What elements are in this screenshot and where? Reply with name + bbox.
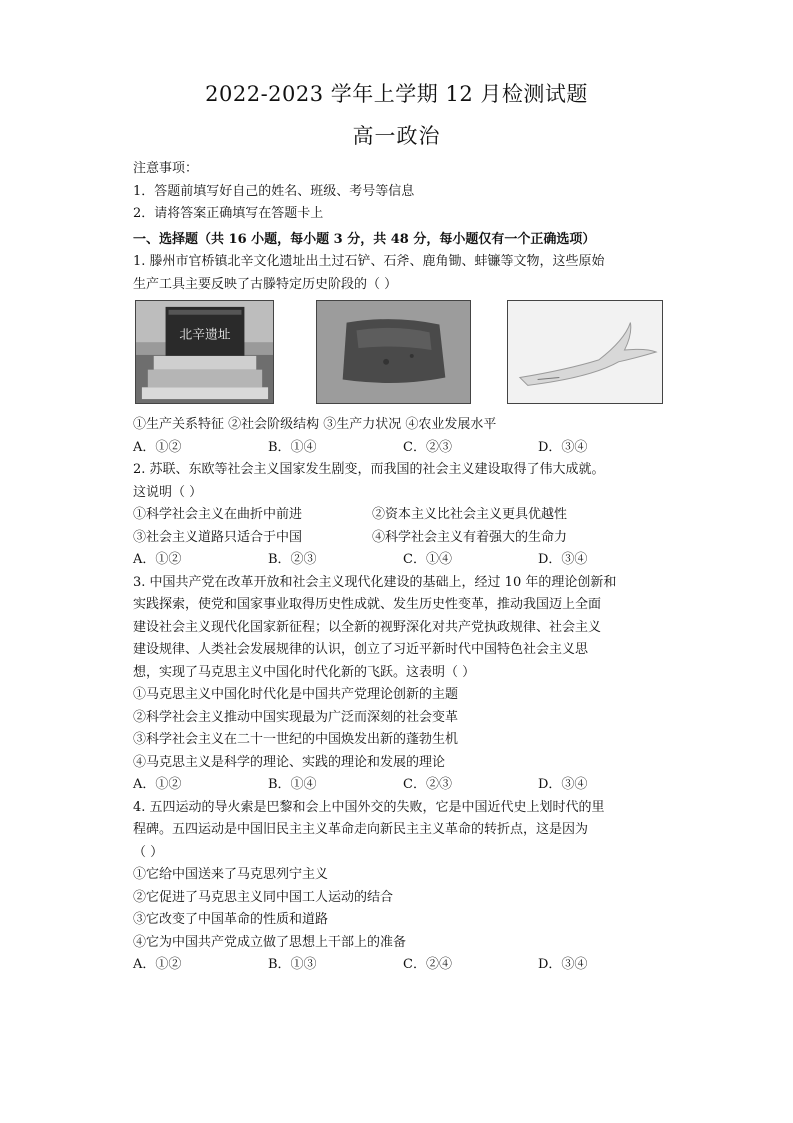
option-b: B．②③	[268, 552, 317, 567]
statement: ①马克思主义中国化时代化是中国共产党理论创新的主题	[133, 687, 459, 702]
question-stem-line: 这说明（ ）	[133, 484, 203, 500]
question-3	[133, 572, 673, 797]
question-stem-line: 4. 五四运动的导火索是巴黎和会上中国外交的失败，它是中国近代史上划时代的里	[133, 799, 605, 815]
statement: ①它给中国送来了马克思列宁主义	[133, 867, 329, 882]
question-2	[133, 459, 673, 572]
option-a: A．①②	[133, 552, 182, 567]
notes-heading: 注意事项：	[133, 161, 199, 176]
question-stem-line: 生产工具主要反映了古滕特定历史阶段的（ ）	[133, 276, 398, 292]
question-stem-line: 1. 滕州市官桥镇北辛文化遗址出土过石铲、石斧、鹿角锄、蚌镰等文物，这些原始	[133, 254, 605, 269]
question-4	[133, 797, 673, 977]
question-stem-line: 建设规律、人类社会发展规律的认识，创立了习近平新时代中国特色社会主义思	[133, 642, 589, 657]
statement: ②科学社会主义推动中国实现最为广泛而深刻的社会变革	[133, 709, 459, 725]
notes-item: 2．请将答案正确填写在答题卡上	[133, 206, 324, 221]
option-b: B．①③	[268, 957, 317, 972]
stele-inscription: 北辛遗址	[179, 327, 231, 343]
statement: ③社会主义道路只适合于中国	[133, 529, 303, 545]
option-c: C．①④	[403, 552, 452, 567]
question-stem-line: 3. 中国共产党在改革开放和社会主义现代化建设的基础上，经过 10 年的理论创新和	[133, 574, 617, 590]
question-options	[133, 954, 673, 977]
question-statement-row	[133, 504, 673, 527]
question-statement-row	[133, 527, 673, 550]
question-stem-line: （ ）	[133, 844, 164, 860]
option-d: D．③④	[538, 552, 588, 567]
option-a: A．①②	[133, 777, 182, 792]
option-d: D．③④	[538, 439, 588, 455]
statement: ③科学社会主义在二十一世纪的中国焕发出新的蓬勃生机	[133, 732, 459, 747]
question-stem-line: 2. 苏联、东欧等社会主义国家发生剧变，而我国的社会主义建设取得了伟大成就。	[133, 462, 605, 477]
exam-body	[133, 158, 673, 977]
option-a: A．①②	[133, 957, 182, 972]
option-d: D．③④	[538, 777, 588, 792]
antler-hoe-photo	[507, 300, 663, 404]
question-options	[133, 437, 673, 460]
statement: ④马克思主义是科学的理论、实践的理论和发展的理论	[133, 754, 446, 770]
notes-item: 1．答题前填写好自己的姓名、班级、考号等信息	[133, 183, 415, 199]
question-stem-line: 实践探索，使党和国家事业取得历史性成就、发生历史性变革，推动我国迈上全面	[133, 597, 602, 612]
statement: ③它改变了中国革命的性质和道路	[133, 912, 329, 927]
option-b: B．①④	[268, 777, 317, 792]
question-options	[133, 549, 673, 572]
exam-title: 2022-2023 学年上学期 12 月检测试题	[205, 82, 588, 106]
stone-tool-photo	[316, 300, 471, 404]
option-a: A．①②	[133, 439, 182, 455]
question-1	[133, 251, 673, 459]
option-c: C．②③	[403, 439, 452, 455]
statement: ①科学社会主义在曲折中前进	[133, 507, 303, 522]
statement: ④它为中国共产党成立做了思想上干部上的准备	[133, 934, 407, 950]
beixin-site-stele-photo	[135, 300, 274, 404]
question-1-images	[133, 300, 673, 412]
option-c: C．②③	[403, 777, 452, 792]
option-d: D．③④	[538, 957, 588, 972]
exam-subject: 高一政治	[352, 124, 441, 148]
statement: ②资本主义比社会主义更具优越性	[372, 507, 568, 522]
option-c: C．②④	[403, 957, 452, 972]
question-stem-line: 想，实现了马克思主义中国化时代化新的飞跃。这表明（ ）	[133, 664, 476, 680]
question-stem-line: 建设社会主义现代化国家新征程；以全新的视野深化对共产党执政规律、社会主义	[133, 619, 602, 635]
section-heading: 一、选择题（共 16 小题，每小题 3 分，共 48 分，每小题仅有一个正确选项）	[133, 231, 596, 247]
question-stem-line: 程碑。五四运动是中国旧民主主义革命走向新民主主义革命的转折点，这是因为	[133, 822, 589, 837]
statement: ②它促进了马克思主义同中国工人运动的结合	[133, 889, 394, 905]
question-statements: ①生产关系特征 ②社会阶级结构 ③生产力状况 ④农业发展水平	[133, 417, 497, 432]
option-b: B．①④	[268, 439, 317, 455]
question-options	[133, 774, 673, 797]
statement: ④科学社会主义有着强大的生命力	[372, 529, 568, 545]
